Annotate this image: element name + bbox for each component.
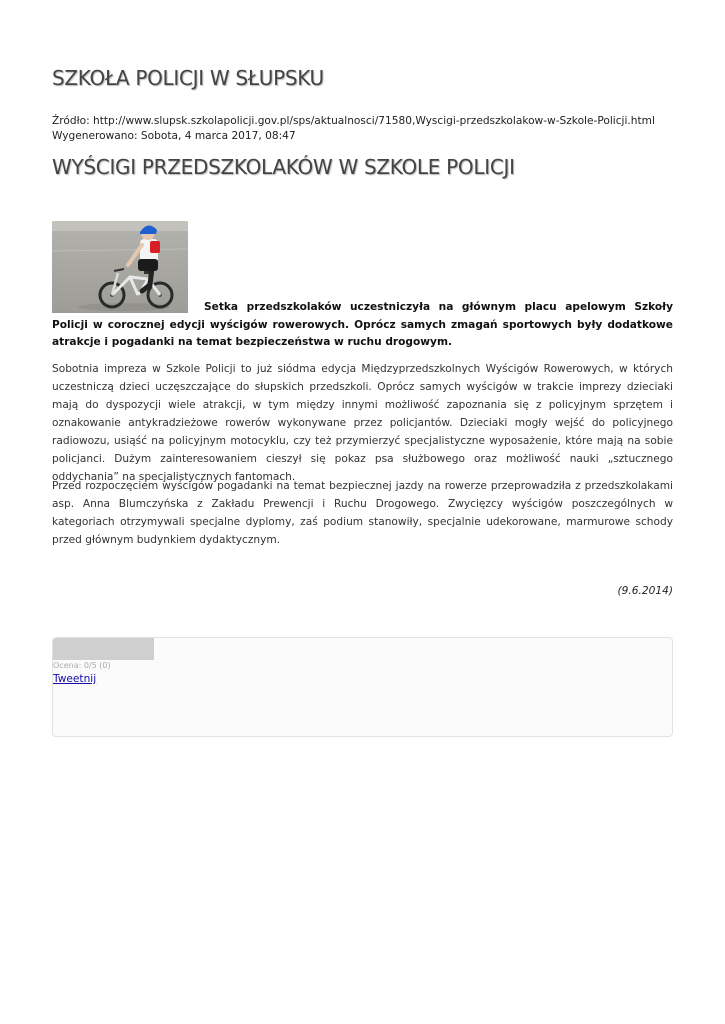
rating-stars-bar[interactable] xyxy=(53,638,154,660)
document-meta xyxy=(52,114,692,143)
article-date: (9.6.2014) xyxy=(617,585,673,597)
rating-text: Ocena: 0/5 (0) xyxy=(53,661,111,670)
social-rating-box xyxy=(52,637,673,737)
site-title: SZKOŁA POLICJI W SŁUPSKU xyxy=(52,66,324,90)
article-paragraph: Przed rozpoczęciem wyścigów pogadanki na temat bezpiecznej jazdy na rowerze przeprowadziła z przedszkolakami asp. Anna Blumczyńska z Zakładu Prewencji i Ruchu Drogowego. Zwycięzcy wyścigów poszczególnych w kategoriach otrzymywali specjalne dyplomy, zaś podium stanowiły, specjalnie udekorowane, marmurowe schody przed głównym budynkiem dydaktycznym. xyxy=(52,480,673,546)
article-title: WYŚCIGI PRZEDSZKOLAKÓW W SZKOLE POLICJI xyxy=(52,155,515,179)
generated-line: Wygenerowano: Sobota, 4 marca 2017, 08:47 xyxy=(52,129,296,142)
source-line: Źródło: http://www.slupsk.szkolapolicji.gov.pl/sps/aktualnosci/71580,Wyscigi-przedszkolakow-w-Szkole-Policji.html xyxy=(52,115,655,127)
article-lead xyxy=(52,299,673,352)
tweet-link[interactable]: Tweetnij xyxy=(53,673,97,685)
article-paragraph: Sobotnia impreza w Szkole Policji to już siódma edycja Międzyprzedszkolnych Wyścigów Rowerowych, w których uczestniczą dzieci uczęszczające do słupskich przedszkoli. Oprócz samych wyścigów w trakcie imprezy dzieciaki mają do dyspozycji wiele atrakcji, w tym między innymi możliwość zapoznania się z policyjnym sprzętem i oznakowanie antykradzieżowe rowerów wykonywane przez policjantów. Dzieciaki mogły wejść do policyjnego radiowozu, usiąść na policyjnym motocyklu, czy też przymierzyć specjalistyczne wyposażenie, które mają na sobie policjanci. Dużym zainteresowaniem cieszył się pokaz psa służbowego oraz możliwość nauki „sztucznego oddychania” na specjalistycznych fantomach. xyxy=(52,363,673,483)
lead-text: Setka przedszkolaków uczestniczyła na głównym placu apelowym Szkoły Policji w corocznej edycji wyścigów rowerowych. Oprócz samych zmagań sportowych były dodatkowe atrakcje i pogadanki na temat bezpieczeństwa w ruchu drogowym. xyxy=(52,301,673,348)
